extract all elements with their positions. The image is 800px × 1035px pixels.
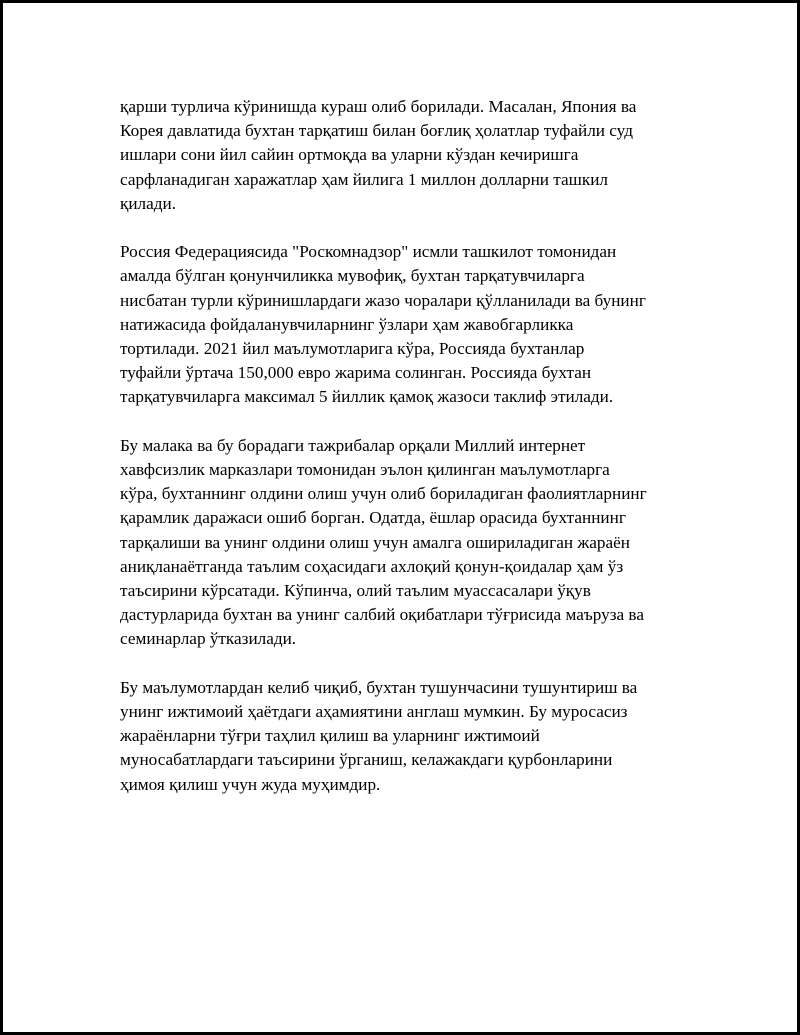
- text-line: амалда бўлган қонунчиликка мувофиқ, бухтан тарқатувчиларга: [120, 266, 585, 286]
- text-line: Бу маълумотлардан келиб чиқиб, бухтан тушунчасини тушунтириш ва: [120, 677, 638, 697]
- text-line: ишлари сони йил сайин ортмоқда ва уларни кўздан кечиришга: [120, 145, 579, 165]
- text-line: қарши турлича кўринишда кураш олиб борилади. Масалан, Япония ва: [120, 97, 637, 116]
- paragraph-russia: [120, 240, 705, 409]
- text-line: қилади.: [120, 193, 176, 213]
- text-line: сарфланадиган харажатлар ҳам йилига 1 миллон долларни ташкил: [120, 169, 609, 189]
- text-line: хавфсизлик марказлари томонидан эълон қилинган маълумотларга: [120, 460, 610, 480]
- text-line: тарқатувчиларга максимал 5 йиллик қамоқ жазоси таклиф этилади.: [120, 387, 614, 407]
- text-line: унинг ижтимоий ҳаётдаги аҳамиятини англаш мумкин. Бу муросасиз: [120, 702, 628, 722]
- paragraph-lawsuits: [120, 95, 705, 216]
- text-line: қарамлик даражаси ошиб борган. Одатда, ёшлар орасида бухтаннинг: [120, 508, 626, 528]
- text-line: ҳимоя қилиш учун жуда муҳимдир.: [120, 774, 381, 794]
- text-line: натижасида фойдаланувчиларнинг ўзлари ҳам жавобгарликка: [120, 314, 574, 334]
- text-line: тарқалиши ва унинг олдини олиш учун амалга ошириладиган жараён: [120, 532, 630, 552]
- text-line: жараёнларни тўғри таҳлил қилиш ва уларнинг ижтимоий: [120, 726, 540, 746]
- text-line: кўра, бухтаннинг олдини олиш учун олиб бориладиган фаолиятларнинг: [120, 484, 647, 504]
- paragraph-education: [120, 434, 705, 652]
- text-line: туфайли ўртача 150,000 евро жарима солинган. Россияда бухтан: [120, 363, 592, 383]
- text-line: семинарлар ўтказилади.: [120, 629, 297, 649]
- paragraph-conclusion: [120, 676, 705, 797]
- text-line: таъсирини кўрсатади. Кўпинча, олий таълим муассасалари ўқув: [120, 581, 591, 601]
- text-line: нисбатан турли кўринишлардаги жазо чоралари қўлланилади ва бунинг: [120, 290, 646, 310]
- document-body: [120, 95, 705, 821]
- text-line: тортилади. 2021 йил маълумотларига кўра, Россияда бухтанлар: [120, 339, 585, 359]
- text-line: дастурларида бухтан ва унинг салбий оқибатлари тўғрисида маъруза ва: [120, 605, 644, 625]
- text-line: муносабатлардаги таъсирини ўрганиш, келажакдаги қурбонларини: [120, 750, 613, 770]
- text-line: аниқланаётганда таълим соҳасидаги ахлоқий қонун-қоидалар ҳам ўз: [120, 556, 624, 576]
- text-line: Корея давлатида бухтан тарқатиш билан боғлиқ ҳолатлар туфайли суд: [120, 121, 633, 141]
- text-line: Россия Федерациясида "Роскомнадзор" исмли ташкилот томонидан: [120, 242, 617, 262]
- text-line: Бу малака ва бу борадаги тажрибалар орқали Миллий интернет: [120, 435, 586, 455]
